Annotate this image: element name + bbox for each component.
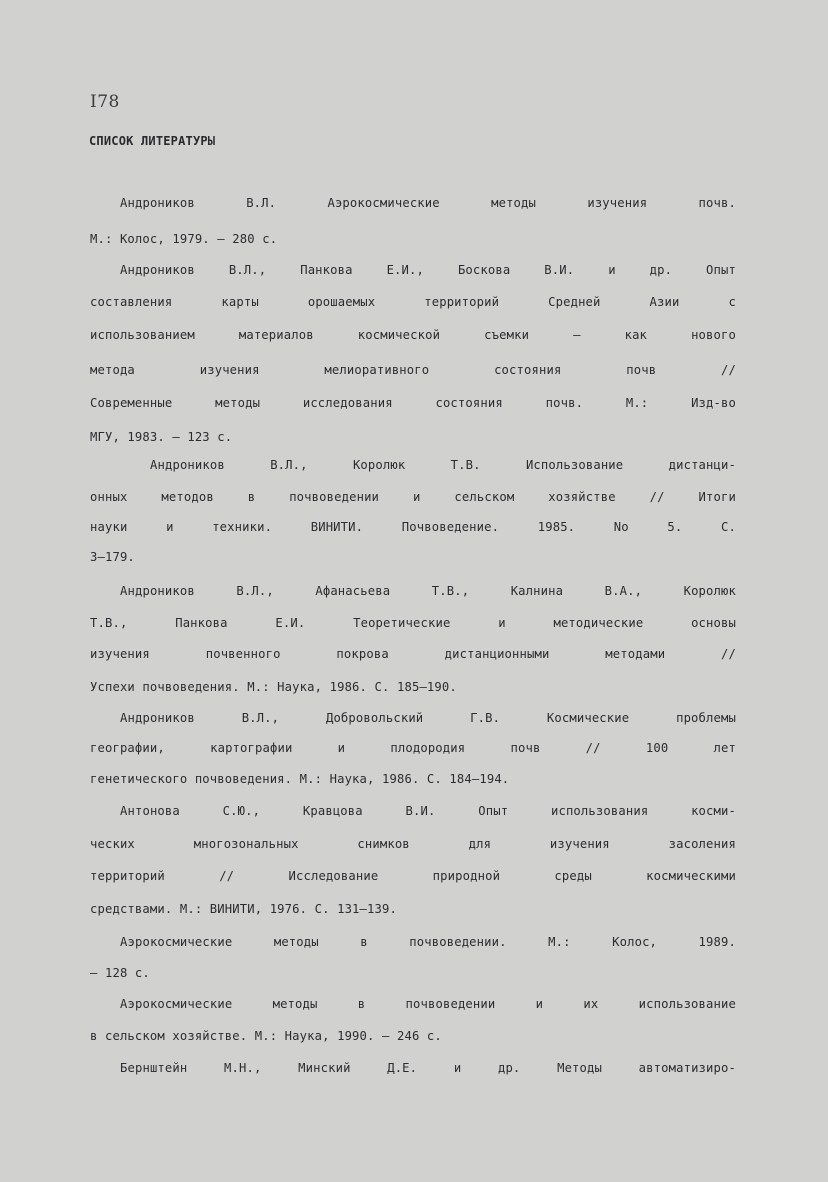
reference-line: использованием материалов космической съемки – как нового: [90, 328, 736, 342]
reference-line: Антонова С.Ю., Кравцова В.И. Опыт использования косми-: [120, 804, 736, 818]
reference-line: Т.В., Панкова Е.И. Теоретические и методические основы: [90, 616, 736, 630]
reference-line: – 128 с.: [90, 966, 150, 980]
reference-line: генетического почвоведения. М.: Наука, 1986. С. 184–194.: [90, 772, 510, 786]
reference-line: составления карты орошаемых территорий Средней Азии с: [90, 295, 736, 309]
reference-line: Бернштейн М.Н., Минский Д.Е. и др. Методы автоматизиро-: [120, 1061, 736, 1075]
reference-line: метода изучения мелиоративного состояния почв //: [90, 363, 736, 377]
reference-line: ческих многозональных снимков для изучения засоления: [90, 837, 736, 851]
reference-line: территорий // Исследование природной среды космическими: [90, 869, 736, 883]
reference-line: Андроников В.Л. Аэрокосмические методы изучения почв.: [120, 196, 736, 210]
reference-line: Аэрокосмические методы в почвоведении. М.: Колос, 1989.: [120, 935, 736, 949]
reference-line: в сельском хозяйстве. М.: Наука, 1990. – 246 с.: [90, 1029, 442, 1043]
reference-line: Аэрокосмические методы в почвоведении и их использование: [120, 997, 736, 1011]
reference-line: изучения почвенного покрова дистанционными методами //: [90, 647, 736, 661]
reference-line: Андроников В.Л., Панкова Е.И., Боскова В.И. и др. Опыт: [120, 263, 736, 277]
reference-line: географии, картографии и плодородия почв // 100 лет: [90, 741, 736, 755]
reference-line: средствами. М.: ВИНИТИ, 1976. С. 131–139.: [90, 902, 397, 916]
section-title: СПИСОК ЛИТЕРАТУРЫ: [89, 134, 216, 148]
reference-line: М.: Колос, 1979. – 280 с.: [90, 232, 278, 246]
reference-line: онных методов в почвоведении и сельском хозяйстве // Итоги: [90, 490, 736, 504]
reference-line: 3–179.: [90, 550, 135, 564]
reference-line: Современные методы исследования состояния почв. М.: Изд-во: [90, 396, 736, 410]
reference-line: МГУ, 1983. – 123 с.: [90, 430, 233, 444]
reference-line: Андроников В.Л., Королюк Т.В. Использование дистанци-: [150, 458, 736, 472]
page-number: I78: [90, 92, 120, 112]
reference-line: Успехи почвоведения. М.: Наука, 1986. С. 185–190.: [90, 680, 457, 694]
reference-line: Андроников В.Л., Афанасьева Т.В., Калнина В.А., Королюк: [120, 584, 736, 598]
reference-line: науки и техники. ВИНИТИ. Почвоведение. 1985. No 5. С.: [90, 520, 736, 534]
reference-line: Андроников В.Л., Добровольский Г.В. Космические проблемы: [120, 711, 736, 725]
